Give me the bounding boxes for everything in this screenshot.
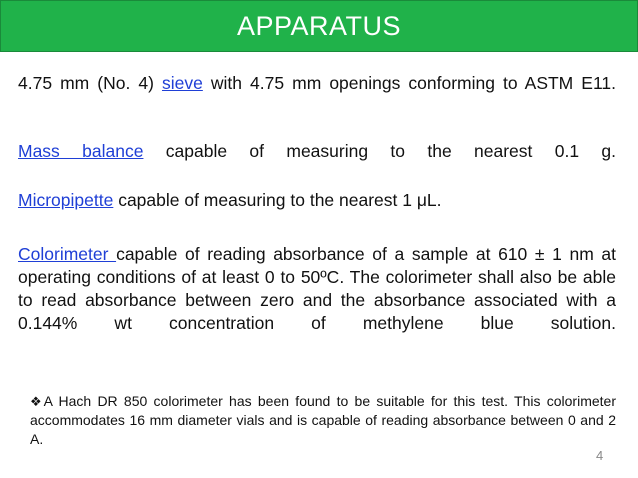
- mass-balance-link[interactable]: Mass balance: [18, 141, 144, 161]
- colorimeter-note: [30, 392, 616, 449]
- colorimeter-link[interactable]: Colorimeter: [18, 244, 117, 264]
- page-number: 4: [596, 448, 604, 463]
- slide-title: APPARATUS: [236, 10, 402, 41]
- micropipette-link[interactable]: Micropipette: [18, 190, 114, 210]
- sieve-suffix: with 4.75 mm openings conforming to ASTM E11.: [202, 73, 616, 93]
- title-banner: [0, 0, 638, 52]
- micropipette-paragraph: [18, 189, 616, 235]
- diamond-bullet-icon: ❖: [30, 394, 42, 409]
- sieve-paragraph: [18, 72, 616, 118]
- colorimeter-paragraph: [18, 243, 616, 358]
- balance-suffix: capable of measuring to the nearest 0.1 g.: [143, 141, 616, 161]
- sieve-link[interactable]: sieve: [161, 73, 203, 93]
- note-text: A Hach DR 850 colorimeter has been found to be suitable for this test. This colorimeter accommodates 16 mm diameter vials and is capable of reading absorbance between 0 and 2 A.: [30, 393, 616, 447]
- balance-paragraph: [18, 140, 616, 186]
- colorimeter-suffix: capable of reading absorbance of a sample at 610 ± 1 nm at operating conditions of at least 0 to 50ºC. The colorimeter shall also be able to read absorbance between zero and the absorbance associated with a 0.144% wt concentration of methylene blue solution.: [18, 244, 616, 333]
- micropipette-suffix: capable of measuring to the nearest 1 μL.: [113, 190, 442, 210]
- sieve-prefix: 4.75 mm (No. 4): [18, 73, 162, 93]
